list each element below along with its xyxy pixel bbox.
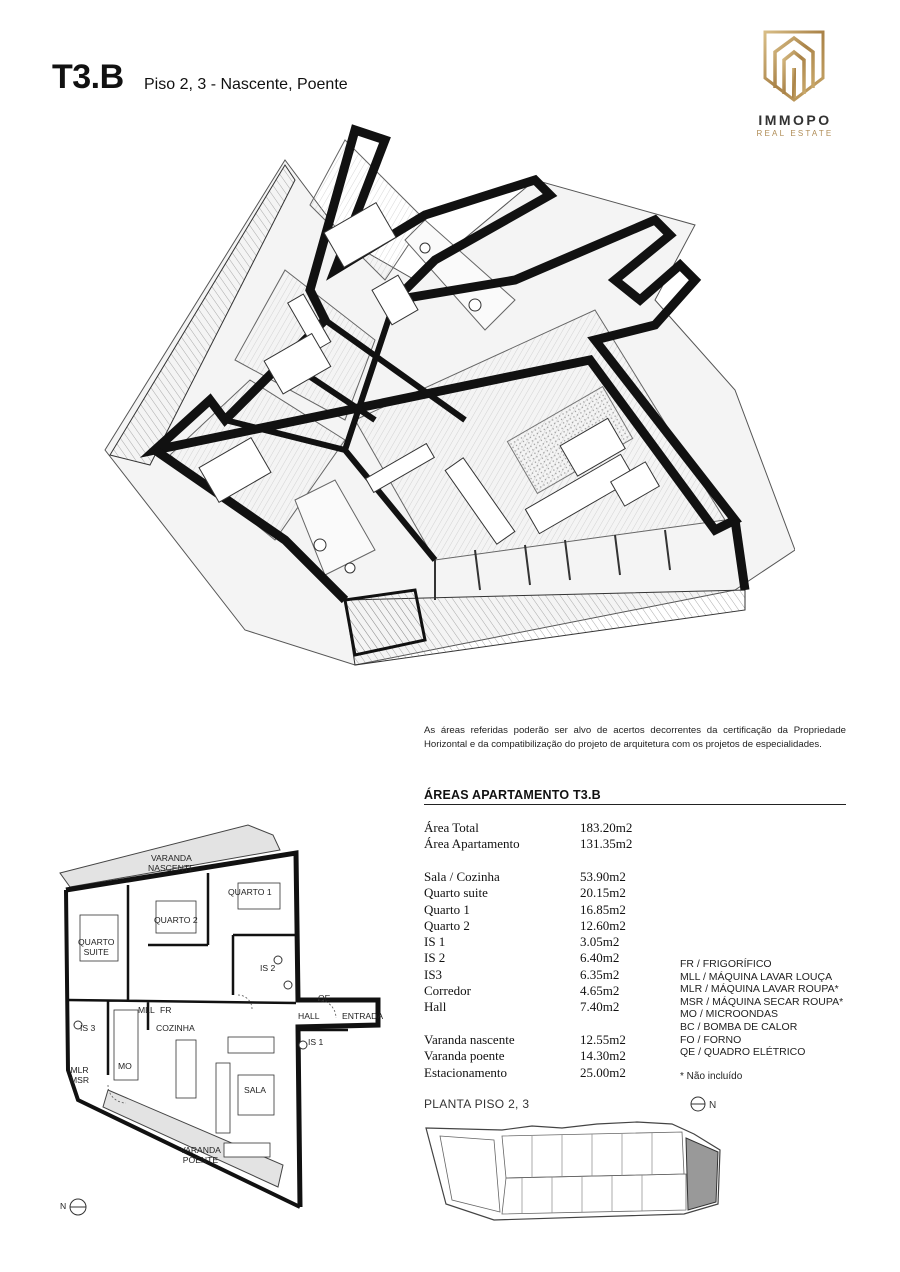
logo-mark-icon	[763, 30, 825, 102]
label-entrada: ENTRADA	[342, 1011, 384, 1021]
floor-north-label: N	[60, 1201, 67, 1211]
area-row: IS 1 3.05m2	[424, 934, 620, 950]
area-row: Quarto 1 16.85m2	[424, 901, 626, 917]
area-row: Varanda nascente 12.55m2	[424, 1032, 626, 1047]
label-quarto-1: QUARTO 1	[228, 887, 272, 897]
brand-tagline: REAL ESTATE	[756, 129, 834, 138]
abbreviation-legend	[680, 958, 880, 1059]
label-hall: HALL	[298, 1011, 320, 1021]
area-row: Quarto 2 12.60m2	[424, 917, 626, 933]
area-row: Sala / Cozinha 53.90m2	[424, 869, 626, 884]
area-row: Varanda poente 14.30m2	[424, 1048, 626, 1064]
legend-item: MO / MICROONDAS	[680, 1008, 779, 1021]
north-arrow-icon	[691, 1097, 705, 1111]
site-plan	[422, 1092, 724, 1222]
label-cozinha: COZINHA	[156, 1023, 195, 1033]
site-plan-title: PLANTA PISO 2, 3	[424, 1097, 530, 1111]
area-row: Quarto suite 20.15m2	[424, 885, 626, 901]
area-row: Área Apartamento 131.35m2	[424, 836, 633, 852]
label-mo: MO	[118, 1061, 132, 1071]
area-row: IS 2 6.40m2	[424, 950, 620, 966]
label-is-2: IS 2	[260, 963, 276, 973]
unit-subtitle: Piso 2, 3 - Nascente, Poente	[144, 76, 348, 93]
areas-exterior-list	[424, 1032, 664, 1081]
label-quarto-suite: QUARTO SUITE	[78, 937, 115, 957]
label-mlr-msr: MLR MSR	[70, 1065, 90, 1085]
areas-disclaimer: As áreas referidas poderão ser alvo de acertos decorrentes da certificação da Propriedade Horizontal e da compatibilização do projeto de arquitetura com os projetos de especialidades.	[424, 725, 846, 750]
legend-item: FR / FRIGORÍFICO	[680, 958, 772, 970]
isometric-floor-plan	[95, 120, 795, 690]
label-qe: QE	[318, 993, 331, 1003]
label-varanda-nascente: VARANDA NASCENTE	[148, 853, 195, 873]
label-is-1: IS 1	[308, 1037, 324, 1047]
legend-item: MLL / MÁQUINA LAVAR LOUÇA	[680, 970, 833, 983]
label-quarto-2: QUARTO 2	[154, 915, 198, 925]
legend-item: FO / FORNO	[680, 1033, 742, 1046]
site-north-label: N	[709, 1100, 717, 1111]
label-mll: MLL	[138, 1005, 155, 1015]
legend-item: BC / BOMBA DE CALOR	[680, 1020, 798, 1033]
brand-name: IMMOPO	[758, 112, 832, 128]
label-fr: FR	[160, 1005, 172, 1015]
area-row: IS3 6.35m2	[424, 966, 620, 982]
area-row: Hall 7.40m2	[424, 999, 620, 1015]
area-row: Área Total 183.20m2	[424, 820, 633, 835]
legend-item: MSR / MÁQUINA SECAR ROUPA*	[680, 995, 844, 1008]
area-row: Estacionamento 25.00m2	[424, 1064, 626, 1080]
label-is-3: IS 3	[80, 1023, 96, 1033]
legend-item: QE / QUADRO ELÉTRICO	[680, 1046, 806, 1059]
legend-item: MLR / MÁQUINA LAVAR ROUPA*	[680, 983, 839, 996]
unit-code: T3.B	[52, 58, 124, 96]
north-arrow-icon	[70, 1199, 86, 1215]
areas-rooms-list	[424, 869, 664, 1016]
area-row: Corredor 4.65m2	[424, 983, 620, 999]
areas-totals-list	[424, 820, 664, 853]
floor-plan-2d	[48, 815, 398, 1225]
label-varanda-poente: VARANDA POENTE	[180, 1145, 221, 1165]
legend-note: * Não incluído	[680, 1071, 743, 1082]
label-sala: SALA	[244, 1085, 266, 1095]
areas-heading: ÁREAS APARTAMENTO T3.B	[424, 788, 846, 805]
